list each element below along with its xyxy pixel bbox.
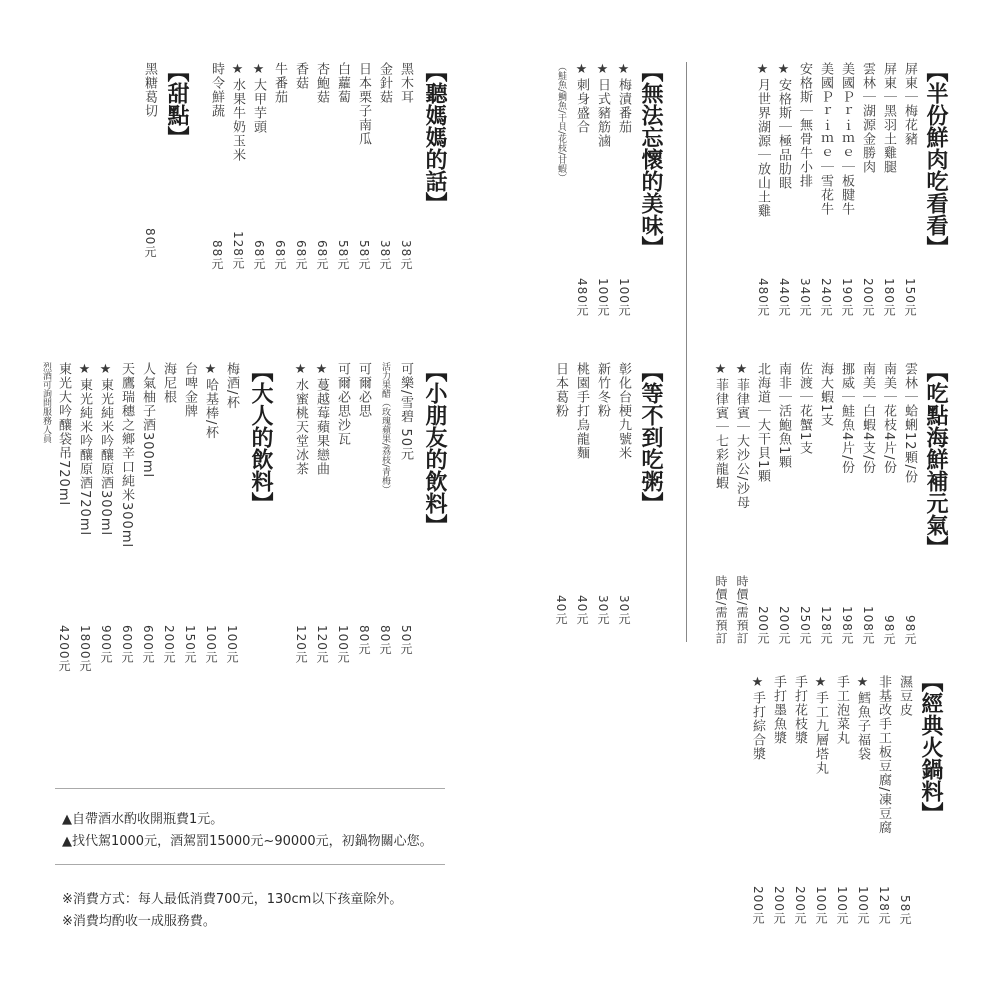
menu-item: 台啤金牌	[182, 362, 197, 418]
menu-item: 東光大吟釀袋吊720ml	[56, 362, 71, 507]
menu-price: 200元	[777, 606, 791, 645]
menu-price: 240元	[819, 278, 833, 317]
menu-price: 1800元	[78, 625, 92, 673]
menu-item: 彰化台梗九號米	[616, 362, 631, 460]
corkage-note: ▲自帶酒水酌收開瓶費1元。	[62, 812, 224, 827]
menu-price: 4200元	[57, 625, 71, 673]
menu-price: 108元	[861, 606, 875, 645]
section-title-dessert: 【甜點】	[164, 60, 190, 148]
menu-price: 150元	[183, 625, 197, 664]
menu-item: 挪威｜鮭魚4片/份	[839, 362, 854, 475]
menu-price: 100元	[856, 886, 870, 925]
adult-drinks-items	[53, 362, 242, 548]
menu-item: 可爾必思沙瓦	[335, 362, 350, 446]
menu-item: 活力果醋（玫瑰蘋果/荔枝/青梅）	[380, 362, 390, 495]
classic-hotpot-items	[747, 675, 915, 834]
menu-price: 440元	[777, 278, 791, 317]
menu-item: ★蔓越莓蘋果戀曲	[314, 362, 329, 476]
menu-price: 200元	[793, 886, 807, 925]
menu-price: 200元	[162, 625, 176, 664]
menu-item: ★東光純米吟釀原酒300ml	[98, 362, 113, 537]
menu-item: ★菲律賓｜大沙公/沙母	[734, 362, 749, 510]
menu-item: 梅酒/杯	[224, 362, 239, 410]
menu-item: ★梅漬番茄	[616, 62, 631, 134]
unforgettable-prices	[571, 278, 634, 317]
menu-price: 40元	[554, 595, 568, 626]
notes-divider-top	[55, 788, 445, 789]
menu-price: 時價/需預訂	[714, 574, 728, 645]
menu-item: 濕豆皮	[897, 675, 912, 717]
menu-price: 180元	[882, 278, 896, 317]
menu-item: 安格斯｜無骨牛小排	[797, 62, 812, 188]
menu-price: 80元	[378, 625, 392, 656]
menu-item: 金針菇	[377, 62, 392, 104]
menu-price: 30元	[617, 595, 631, 626]
designated-driver-note: ▲找代駕1000元，酒駕罰15000元~90000元，初鍋物關心您。	[62, 834, 433, 849]
minimum-charge-note: ※消費方式：每人最低消費700元，130cm以下孩童除外。	[62, 892, 403, 907]
menu-price: 128元	[819, 606, 833, 645]
menu-price: 100元	[814, 886, 828, 925]
menu-item: 白蘿蔔	[335, 62, 350, 104]
menu-price: 190元	[840, 278, 854, 317]
menu-item: 新竹冬粉	[595, 362, 610, 418]
menu-price: 98元	[882, 614, 896, 645]
menu-price: 80元	[357, 625, 371, 656]
menu-price: 30元	[596, 595, 610, 626]
service-charge-note: ※消費均酌收一成服務費。	[62, 914, 216, 929]
menu-item: ★月世界湖源｜放山土雞	[755, 62, 770, 218]
menu-item: 可樂/雪碧 50元	[398, 362, 413, 462]
menu-item: ★菲律賓｜七彩龍蝦	[713, 362, 728, 490]
menu-price: 58元	[336, 239, 350, 270]
menu-item: 人氣柚子酒300ml	[140, 362, 155, 479]
section-title-kids-drinks: 【小朋友的飲料】	[422, 360, 448, 536]
menu-price: 120元	[294, 625, 308, 664]
menu-item: ★大甲芋頭	[251, 62, 266, 134]
menu-price: 80元	[143, 228, 157, 259]
menu-price: 128元	[877, 886, 891, 925]
menu-price: 600元	[120, 625, 134, 664]
menu-price: 480元	[756, 278, 770, 317]
menu-item: 海大蝦1支	[818, 362, 833, 428]
menu-price: 128元	[231, 231, 245, 270]
unforgettable-items	[550, 62, 634, 182]
menu-item: 美國Ｐｒｉｍｅ｜雪花牛	[818, 62, 833, 216]
classic-hotpot-prices	[747, 865, 915, 925]
menu-price: 68元	[315, 239, 329, 270]
menu-price: 100元	[204, 625, 218, 664]
menu-price: 68元	[252, 239, 266, 270]
column-divider	[686, 62, 687, 642]
menu-item: ★刺身盛合	[574, 62, 589, 134]
menu-item: 黑糖葛切	[142, 62, 157, 118]
menu-item: 黑木耳	[398, 62, 413, 104]
section-title-mom-says: 【聽媽媽的話】	[422, 60, 448, 214]
kids-drinks-items	[290, 362, 416, 494]
menu-item: 牛番茄	[272, 62, 287, 104]
spirits-note: 烈酒可詢問服務人員	[41, 362, 51, 443]
menu-item: 日本栗子南瓜	[356, 62, 371, 146]
menu-item: 手打花枝漿	[792, 675, 807, 745]
kids-drinks-prices	[290, 625, 416, 690]
menu-item: ★哈基棒/杯	[203, 362, 218, 440]
menu-item: 杏鮑菇	[314, 62, 329, 104]
menu-price: 150元	[903, 278, 917, 317]
notes-divider-bottom	[55, 864, 445, 865]
menu-item: 雲林｜蛤蜊12顆/份	[902, 362, 917, 484]
section-title-seafood: 【吃點海鮮補元氣】	[923, 360, 949, 558]
section-title-porridge: 【等不到吃粥】	[638, 360, 664, 514]
menu-item: ★手打綜合漿	[750, 675, 765, 761]
seafood-prices	[710, 550, 920, 645]
menu-price: 600元	[141, 625, 155, 664]
menu-price: 120元	[315, 625, 329, 664]
section-title-adult-drinks: 【大人的飲料】	[248, 360, 274, 514]
menu-price: 38元	[399, 239, 413, 270]
menu-price: 198元	[840, 606, 854, 645]
dessert-items	[139, 62, 160, 118]
menu-price: 200元	[772, 886, 786, 925]
sashimi-sub-note: （鮭魚/鯛魚/干貝/花枝/甘蝦）	[556, 62, 566, 183]
menu-item: 屏東｜黑羽土雞腿	[881, 62, 896, 174]
menu-item: 雲林｜湖源金勝肉	[860, 62, 875, 174]
menu-item: 南非｜活鮑魚1顆	[776, 362, 791, 470]
half-meat-prices	[752, 278, 920, 317]
porridge-prices	[550, 595, 634, 625]
menu-price: 900元	[99, 625, 113, 664]
menu-price: 50元	[399, 625, 413, 656]
menu-price: 250元	[798, 606, 812, 645]
porridge-items	[550, 362, 634, 460]
menu-item: 天鷹瑞穗之鄉辛口純米300ml	[119, 362, 134, 549]
section-title-unforgettable: 【無法忘懷的美味】	[638, 60, 664, 258]
menu-price: 68元	[294, 239, 308, 270]
menu-item: ★日式豬筋滷	[595, 62, 610, 148]
menu-price: 98元	[903, 614, 917, 645]
half-meat-items	[752, 62, 920, 218]
menu-item: 香菇	[293, 62, 308, 90]
adult-drinks-prices	[53, 625, 242, 673]
menu-price: 40元	[575, 595, 589, 626]
menu-item: ★手工九層塔丸	[813, 675, 828, 775]
menu-price: 時價/需預訂	[735, 574, 749, 645]
menu-item: ★水蜜桃天堂冰茶	[293, 362, 308, 476]
menu-price: 68元	[273, 239, 287, 270]
menu-price: 200元	[861, 278, 875, 317]
menu-item: 佐渡｜花蟹1支	[797, 362, 812, 456]
menu-price: 100元	[596, 278, 610, 317]
menu-item: 海尼根	[161, 362, 176, 404]
menu-item: 非基改手工板豆腐/凍豆腐	[876, 675, 891, 835]
menu-item: 日本葛粉	[553, 362, 568, 418]
menu-price: 200元	[751, 886, 765, 925]
menu-item: 時令鮮蔬	[209, 62, 224, 118]
section-title-classic-hotpot: 【經典火鍋料】	[918, 670, 944, 824]
menu-price: 38元	[378, 239, 392, 270]
menu-price: 480元	[575, 278, 589, 317]
mom-says-items	[206, 62, 416, 162]
menu-item: 手打墨魚漿	[771, 675, 786, 745]
menu-item: 美國Ｐｒｉｍｅ｜板腱牛	[839, 62, 854, 216]
menu-item: 可爾必思	[356, 362, 371, 418]
menu-item: 南美｜花枝4片/份	[881, 362, 896, 475]
mom-says-prices	[206, 205, 416, 270]
menu-price: 58元	[357, 239, 371, 270]
menu-item: 南美｜白蝦4支/份	[860, 362, 875, 475]
menu-price: 200元	[756, 606, 770, 645]
menu-item: 屏東｜梅花豬	[902, 62, 917, 146]
menu-item: ★鱈魚子福袋	[855, 675, 870, 761]
menu-price: 100元	[225, 625, 239, 664]
menu-item: 北海道｜大干貝1顆	[755, 362, 770, 484]
seafood-items	[710, 362, 920, 509]
menu-price: 100元	[617, 278, 631, 317]
section-title-half-meat: 【半份鮮肉吃看看】	[923, 60, 949, 258]
menu-item: ★安格斯｜極品肋眼	[776, 62, 791, 190]
menu-item: 桃園手打烏龍麵	[574, 362, 589, 460]
menu-price: 58元	[898, 894, 912, 925]
menu-price: 340元	[798, 278, 812, 317]
menu-item: 手工泡菜丸	[834, 675, 849, 745]
menu-price: 88元	[210, 239, 224, 270]
menu-price: 100元	[336, 625, 350, 664]
menu-item: ★水果牛奶玉米	[230, 62, 245, 162]
dessert-prices	[139, 228, 160, 258]
menu-price: 100元	[835, 886, 849, 925]
menu-item: ★東光純米吟釀原酒720ml	[77, 362, 92, 537]
